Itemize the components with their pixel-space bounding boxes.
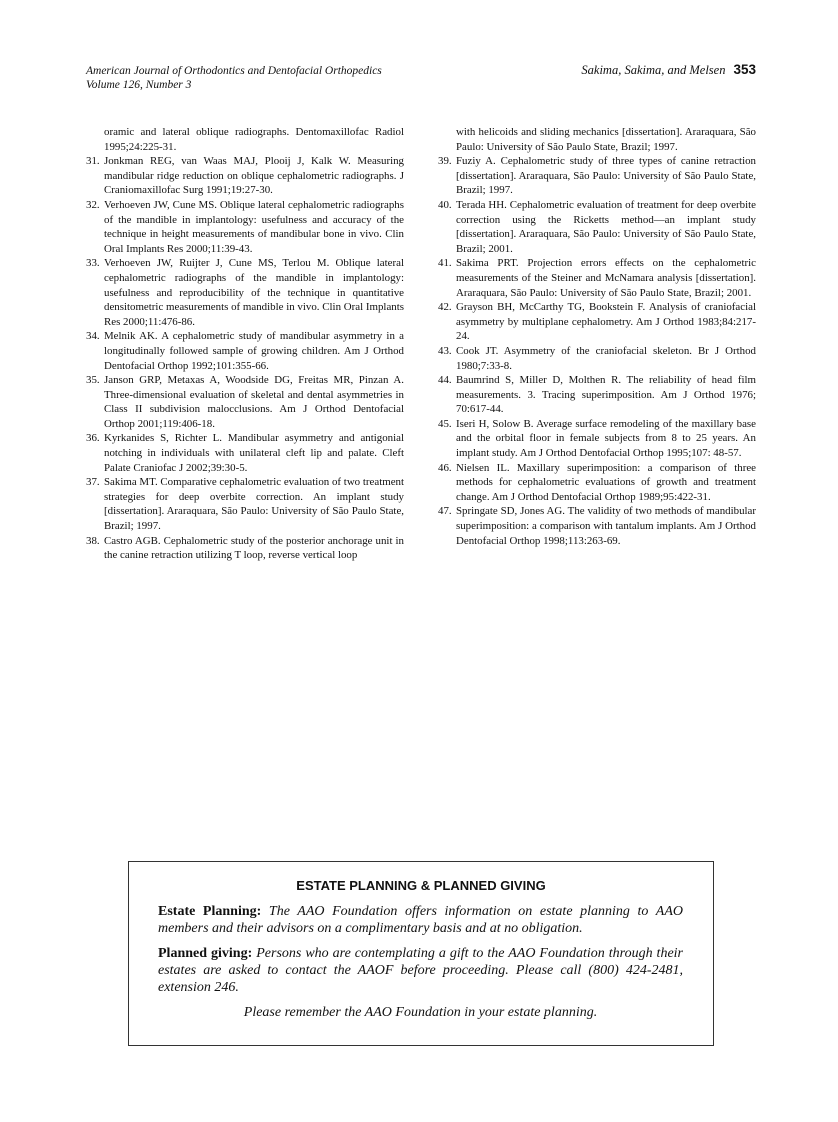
volume-info: Volume 126, Number 3 bbox=[86, 79, 192, 91]
reference-item bbox=[438, 300, 756, 344]
estate-planning-paragraph bbox=[158, 903, 683, 937]
references-right-column bbox=[438, 125, 756, 548]
reference-number: 34. bbox=[86, 330, 100, 343]
reference-text: Sakima MT. Comparative cephalometric evaluation of two treatment strategies for deep overbite correction. An implant study [dissertation]. Araraquara, São Paulo: University of São Paulo State, Brazil; 1997. bbox=[104, 476, 404, 533]
reference-item bbox=[86, 373, 404, 431]
reference-text: Sakima PRT. Projection errors effects on the cephalometric measurements of the Steiner and McNamara analysis [dissertation]. Araraquara, São Paulo: University of São Paulo State, Brazil; 2001. bbox=[456, 257, 756, 299]
label: Planned giving: bbox=[158, 946, 253, 961]
reference-item bbox=[86, 329, 404, 373]
reference-text: Nielsen IL. Maxillary superimposition: a comparison of three methods for cephalometric evaluations of growth and treatment change. Am J Orthod Dentofacial Orthop 1989;95:422-31. bbox=[456, 461, 756, 503]
reference-text: Fuziy A. Cephalometric study of three types of canine retraction [dissertation]. Araraquara, São Paulo: University of São Paulo State, Brazil; 1997. bbox=[456, 155, 756, 197]
reference-item bbox=[86, 198, 404, 256]
reference-item bbox=[86, 256, 404, 329]
reference-number: 35. bbox=[86, 374, 100, 387]
reference-text: Baumrind S, Miller D, Molthen R. The reliability of head film measurements. 3. Tracing superimposition. Am J Orthod 1976; 70:617-44. bbox=[456, 374, 756, 416]
reference-item bbox=[438, 256, 756, 300]
reference-number: 40. bbox=[438, 198, 452, 211]
reference-text: Verhoeven JW, Ruijter J, Cune MS, Terlou M. Oblique lateral cephalometric radiographs of the mandible in implantology: usefulness and reproducibility of the technique in quantitative densitometric measurements of mandible in vivo. Clin Oral Implants Res 2000;11:476-86. bbox=[104, 257, 404, 328]
notice-footer: Please remember the AAO Foundation in your estate planning. bbox=[243, 1005, 598, 1020]
reference-item bbox=[86, 475, 404, 533]
reference-text: Jonkman REG, van Waas MAJ, Plooij J, Kalk W. Measuring mandibular ridge reduction on oblique cephalometric radiographs. J Craniomaxillofac Surg 1991;19:27-30. bbox=[104, 155, 404, 197]
reference-number: 32. bbox=[86, 198, 100, 211]
reference-number: 33. bbox=[86, 257, 100, 270]
page-number: 353 bbox=[733, 62, 756, 77]
reference-number: 38. bbox=[86, 534, 100, 547]
planned-giving-paragraph bbox=[158, 945, 683, 996]
reference-item bbox=[86, 154, 404, 198]
reference-text: Springate SD, Jones AG. The validity of two methods of mandibular superimposition: a comparison with tantalum implants. Am J Orthod Dentofacial Orthop 1998;113:263-69. bbox=[456, 505, 756, 547]
reference-text: Terada HH. Cephalometric evaluation of treatment for deep overbite correction using the Ricketts method—an implant study [dissertation]. Araraquara, São Paulo: University of São Paulo State, Brazil; 2001. bbox=[456, 198, 756, 255]
reference-item bbox=[438, 461, 756, 505]
reference-number: 44. bbox=[438, 374, 452, 387]
reference-number: 45. bbox=[438, 417, 452, 430]
text: Persons who are contemplating a gift to the AAO Foundation through their estates are asked to contact the AAOF before proceeding. Please call (800) 424-2481, extension 246. bbox=[158, 946, 684, 995]
reference-item bbox=[438, 373, 756, 417]
reference-number: 36. bbox=[86, 432, 100, 445]
reference-text: Cook JT. Asymmetry of the craniofacial skeleton. Br J Orthod 1980;7:33-8. bbox=[456, 344, 756, 372]
text: The AAO Foundation offers information on estate planning to AAO members and their advisors on a complimentary basis and at no obligation. bbox=[158, 904, 684, 936]
reference-text: Castro AGB. Cephalometric study of the posterior anchorage unit in the canine retraction utilizing T loop, reverse vertical loop bbox=[104, 534, 404, 562]
running-header-right bbox=[581, 62, 756, 78]
reference-number: 46. bbox=[438, 461, 452, 474]
reference-item bbox=[86, 534, 404, 563]
reference-number: 41. bbox=[438, 257, 452, 270]
reference-text: Kyrkanides S, Richter L. Mandibular asymmetry and antigonial notching in individuals with unilateral cleft lip and palate. Cleft Palate Craniofac J 2002;39:30-5. bbox=[104, 432, 404, 474]
reference-text: Iseri H, Solow B. Average surface remodeling of the maxillary base and the orbital floor in female subjects from 8 to 25 years. An implant study. Am J Orthod Dentofacial Orthop 1995;107: 48-57. bbox=[456, 417, 756, 460]
reference-item bbox=[438, 344, 756, 373]
reference-number: 47. bbox=[438, 505, 452, 518]
authors: Sakima, Sakima, and Melsen bbox=[581, 63, 726, 77]
reference-continuation bbox=[438, 125, 756, 154]
estate-planning-notice bbox=[128, 861, 714, 1046]
reference-number: 43. bbox=[438, 344, 452, 357]
reference-text: Melnik AK. A cephalometric study of mandibular asymmetry in a longitudinally followed sample of growing children. Am J Orthod Dentofacial Orthop 1992;101:355-66. bbox=[104, 330, 404, 372]
reference-number: 39. bbox=[438, 155, 452, 168]
reference-text: Verhoeven JW, Cune MS. Oblique lateral cephalometric radiographs of the mandible in implantology: usefulness and accuracy of the technique in height measurements of mandibular bone in vivo. Clin Oral Implants Res 2000;11:39-43. bbox=[104, 198, 404, 255]
reference-number: 37. bbox=[86, 476, 100, 489]
reference-number: 31. bbox=[86, 155, 100, 168]
notice-title: ESTATE PLANNING & PLANNED GIVING bbox=[296, 878, 546, 893]
running-header-left bbox=[86, 64, 382, 92]
reference-item bbox=[86, 431, 404, 475]
reference-text: Grayson BH, McCarthy TG, Bookstein F. Analysis of craniofacial asymmetry by multiplane cephalometry. Am J Orthod 1983;84:217-24. bbox=[456, 301, 756, 343]
journal-title: American Journal of Orthodontics and Dentofacial Orthopedics bbox=[86, 65, 382, 77]
reference-text: Janson GRP, Metaxas A, Woodside DG, Freitas MR, Pinzan A. Three-dimensional evaluation of skeletal and dental asymmetries in Class II subdivision malocclusions. Am J Orthod Dentofacial Orthop 2001;119:406-18. bbox=[104, 374, 404, 430]
reference-text: with helicoids and sliding mechanics [dissertation]. Araraquara, São Paulo: University of São Paulo State, Brazil; 1997. bbox=[456, 126, 756, 153]
reference-item bbox=[438, 198, 756, 256]
reference-text: oramic and lateral oblique radiographs. Dentomaxillofac Radiol 1995;24:225-31. bbox=[104, 126, 404, 153]
reference-number: 42. bbox=[438, 301, 452, 314]
reference-item bbox=[438, 417, 756, 461]
label: Estate Planning: bbox=[158, 904, 262, 919]
reference-continuation bbox=[86, 125, 404, 154]
reference-item bbox=[438, 504, 756, 548]
reference-item bbox=[438, 154, 756, 198]
references-left-column bbox=[86, 125, 404, 563]
